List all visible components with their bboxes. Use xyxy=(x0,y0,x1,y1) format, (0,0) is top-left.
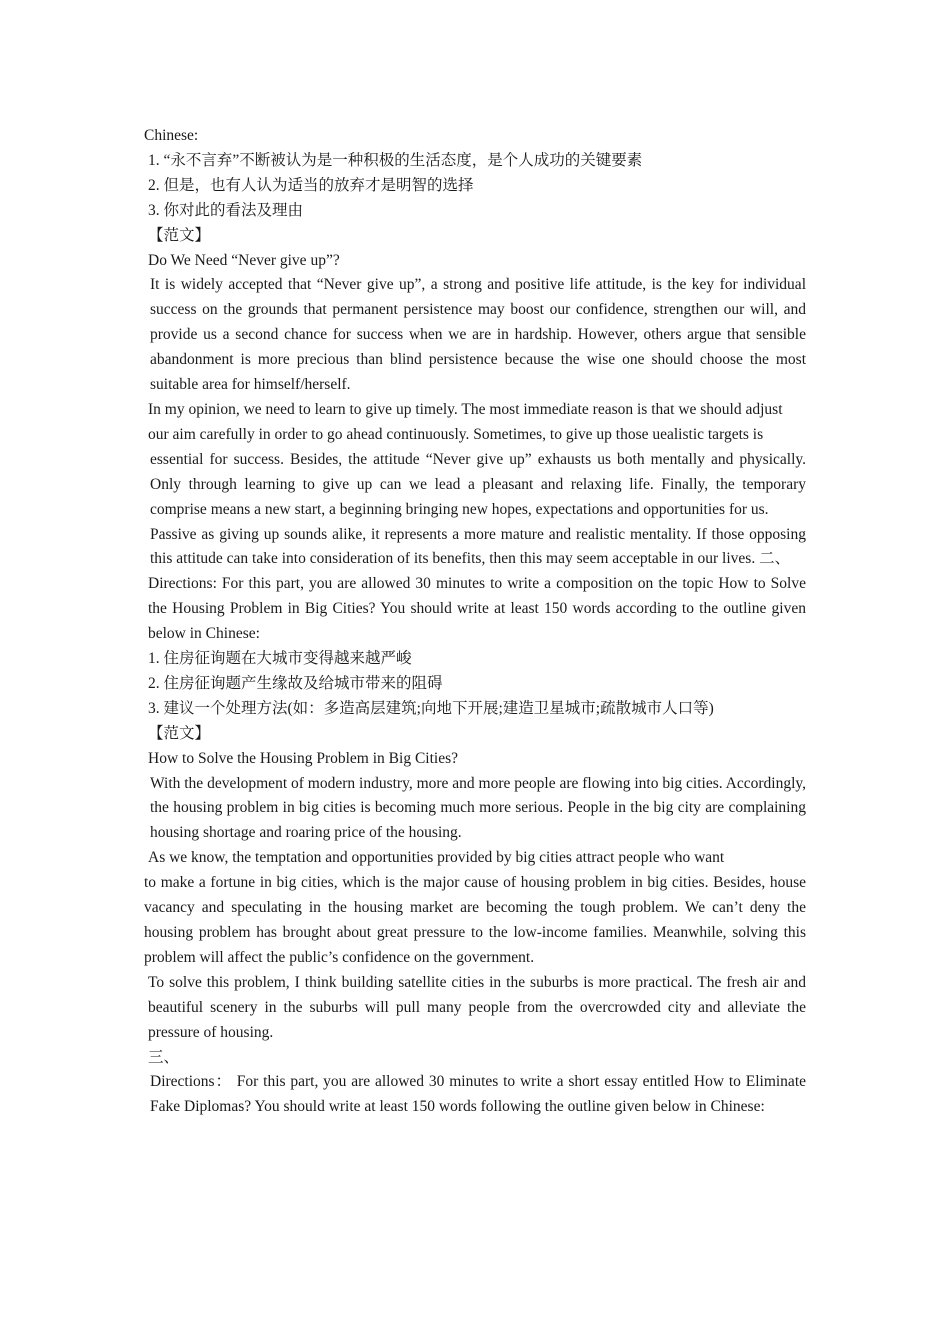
part1-paragraph-2: In my opinion, we need to learn to give up timely. The most immediate reason is that we should adjust our aim carefully in order to go ahead continuously. Sometimes, to give up those uealistic targets is xyxy=(148,400,783,443)
part1-sample-label: 【范文】 xyxy=(148,226,211,244)
part2-directions: Directions: For this part, you are allowed 30 minutes to write a composition on the topic How to Solve the Housing Problem in Big Cities? You should write at least 150 words according to the outline given below in Chinese: xyxy=(148,575,806,643)
part1-paragraph-3: essential for success. Besides, the attitude “Never give up” exhausts us both mentally and physically. Only through learning to give up can we lead a pleasant and relaxing life. Finally, the temporary comprise means a new start, a beginning bringing new hopes, expectations and opportunities for us. xyxy=(150,450,806,518)
part1-intro-tail: Chinese: xyxy=(144,127,199,144)
part2-paragraph-3: to make a fortune in big cities, which is the major cause of housing problem in big cities. Besides, house vacancy and speculating in the housing market are becoming the tough problem. We can’t deny the housing problem has brought about great pressure to the low-income families. Meanwhile, solving this problem will affect the public’s confidence on the government. xyxy=(144,874,806,966)
part2-outline-item-1: 1. 住房征询题在大城市变得越来越严峻 xyxy=(148,650,412,668)
part2-sample-label: 【范文】 xyxy=(148,724,211,742)
part2-paragraph-1: With the development of modern industry, more and more people are flowing into big cities. Accordingly, the housing problem in big cities is becoming much more serious. People in the big city are complaining housing shortage and roaring price of the housing. xyxy=(150,774,806,842)
part2-outline-item-3: 3. 建议一个处理方法(如：多造高层建筑;向地下开展;建造卫星城市;疏散城市人口等) xyxy=(148,699,714,717)
part2-outline-item-2: 2. 住房征询题产生缘故及给城市带来的阻碍 xyxy=(148,674,443,692)
part1-paragraph-1: It is widely accepted that “Never give up”, a strong and positive life attitude, is the key for individual success on the grounds that permanent persistence may boost our confidence, strengthen our will, and provide us a second chance for success when we are in hardship. However, others argue that sensible abandonment is more precious than blind persistence because the wise one should choose the most suitable area for himself/herself. xyxy=(150,276,806,394)
document-page xyxy=(144,124,806,1120)
part2-essay-title: How to Solve the Housing Problem in Big Cities? xyxy=(148,749,458,767)
part1-outline-item-3: 3. 你对此的看法及理由 xyxy=(148,201,304,219)
part1-paragraph-4: Passive as giving up sounds alike, it represents a more mature and realistic mentality. If those opposing this attitude can take into consideration of its benefits, then this may seem acceptable in our lives. 二、 xyxy=(150,525,806,568)
part1-outline-item-2: 2. 但是，也有人认为适当的放弃才是明智的选择 xyxy=(148,176,474,194)
part3-heading: 三、 xyxy=(148,1048,180,1066)
part1-essay-title: Do We Need “Never give up”? xyxy=(148,251,340,269)
part2-paragraph-2: As we know, the temptation and opportunities provided by big cities attract people who want xyxy=(148,849,725,867)
part2-paragraph-4: To solve this problem, I think building satellite cities in the suburbs is more practical. The fresh air and beautiful scenery in the suburbs will pull many people from the overcrowded city and alleviate the pressure of housing. xyxy=(148,973,806,1041)
part3-directions: Directions： For this part, you are allowed 30 minutes to write a short essay entitled How to Eliminate Fake Diplomas? You should write at least 150 words following the outline given below in Chinese: xyxy=(150,1073,806,1116)
part1-outline-item-1: 1. “永不言弃”不断被认为是一种积极的生活态度，是个人成功的关键要素 xyxy=(148,151,643,169)
